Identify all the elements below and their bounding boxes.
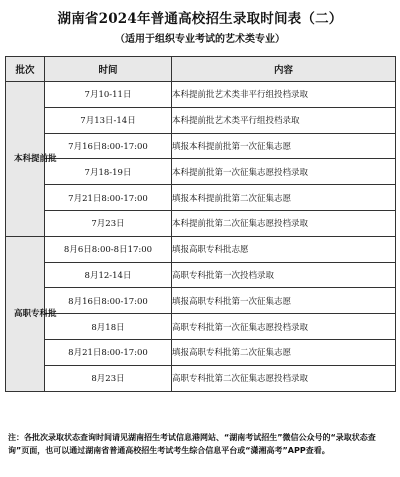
content-cell: 填报高职专科批志愿 <box>172 236 396 262</box>
header-content: 内容 <box>172 57 396 82</box>
table-header-row <box>6 57 396 82</box>
content-cell: 高职专科批第一次征集志愿投档录取 <box>172 314 396 340</box>
time-cell: 8月23日 <box>45 365 172 391</box>
time-cell: 8月18日 <box>45 314 172 340</box>
schedule-table <box>5 56 396 392</box>
time-cell: 8月6日8:00-8日17:00 <box>45 236 172 262</box>
table-row <box>6 288 396 314</box>
content-cell: 本科提前批第一次征集志愿投档录取 <box>172 159 396 185</box>
table-row <box>6 210 396 236</box>
table-row <box>6 133 396 159</box>
header-batch: 批次 <box>6 57 45 82</box>
content-cell: 填报本科提前批第一次征集志愿 <box>172 133 396 159</box>
table-row <box>6 82 396 108</box>
table-row <box>6 236 396 262</box>
content-cell: 高职专科批第一次投档录取 <box>172 262 396 288</box>
time-cell: 8月16日8:00-17:00 <box>45 288 172 314</box>
batch-cell-vocational <box>6 236 57 391</box>
time-cell: 7月21日8:00-17:00 <box>45 185 172 211</box>
time-cell: 7月23日 <box>45 210 172 236</box>
content-cell: 填报高职专科批第一次征集志愿 <box>172 288 396 314</box>
time-cell: 7月18-19日 <box>45 159 172 185</box>
content-cell: 本科提前批艺术类平行组投档录取 <box>172 107 396 133</box>
batch-cell-undergraduate <box>6 82 57 237</box>
content-cell: 本科提前批第二次征集志愿投档录取 <box>172 210 396 236</box>
table-row <box>6 262 396 288</box>
batch-label: 高职专科批 <box>14 308 57 319</box>
footnote: 注：各批次录取状态查询时间请见湖南招生考试信息港网站、“湖南考试招生”微信公众号的“录取状态查询”页面，也可以通过湖南省普通高校招生考试考生综合信息平台或“潇湘高考”APP查看。 <box>8 433 376 455</box>
batch-label: 本科提前批 <box>14 153 57 164</box>
content-cell: 本科提前批艺术类非平行组投档录取 <box>172 82 396 108</box>
content-cell: 高职专科批第二次征集志愿投档录取 <box>172 365 396 391</box>
time-cell: 7月13日-14日 <box>45 107 172 133</box>
time-cell: 8月21日8:00-17:00 <box>45 339 172 365</box>
table-row <box>6 314 396 340</box>
table-row <box>6 159 396 185</box>
table-row <box>6 107 396 133</box>
content-cell: 填报高职专科批第二次征集志愿 <box>172 339 396 365</box>
time-cell: 8月12-14日 <box>45 262 172 288</box>
table-row <box>6 185 396 211</box>
table-row <box>6 365 396 391</box>
table-row <box>6 339 396 365</box>
content-cell: 填报本科提前批第二次征集志愿 <box>172 185 396 211</box>
header-time: 时间 <box>45 57 172 82</box>
page-title: 湖南省2024年普通高校招生录取时间表（二） <box>57 11 343 27</box>
time-cell: 7月16日8:00-17:00 <box>45 133 172 159</box>
page-subtitle: （适用于组织专业考试的艺术类专业） <box>115 34 285 45</box>
time-cell: 7月10-11日 <box>45 82 172 108</box>
